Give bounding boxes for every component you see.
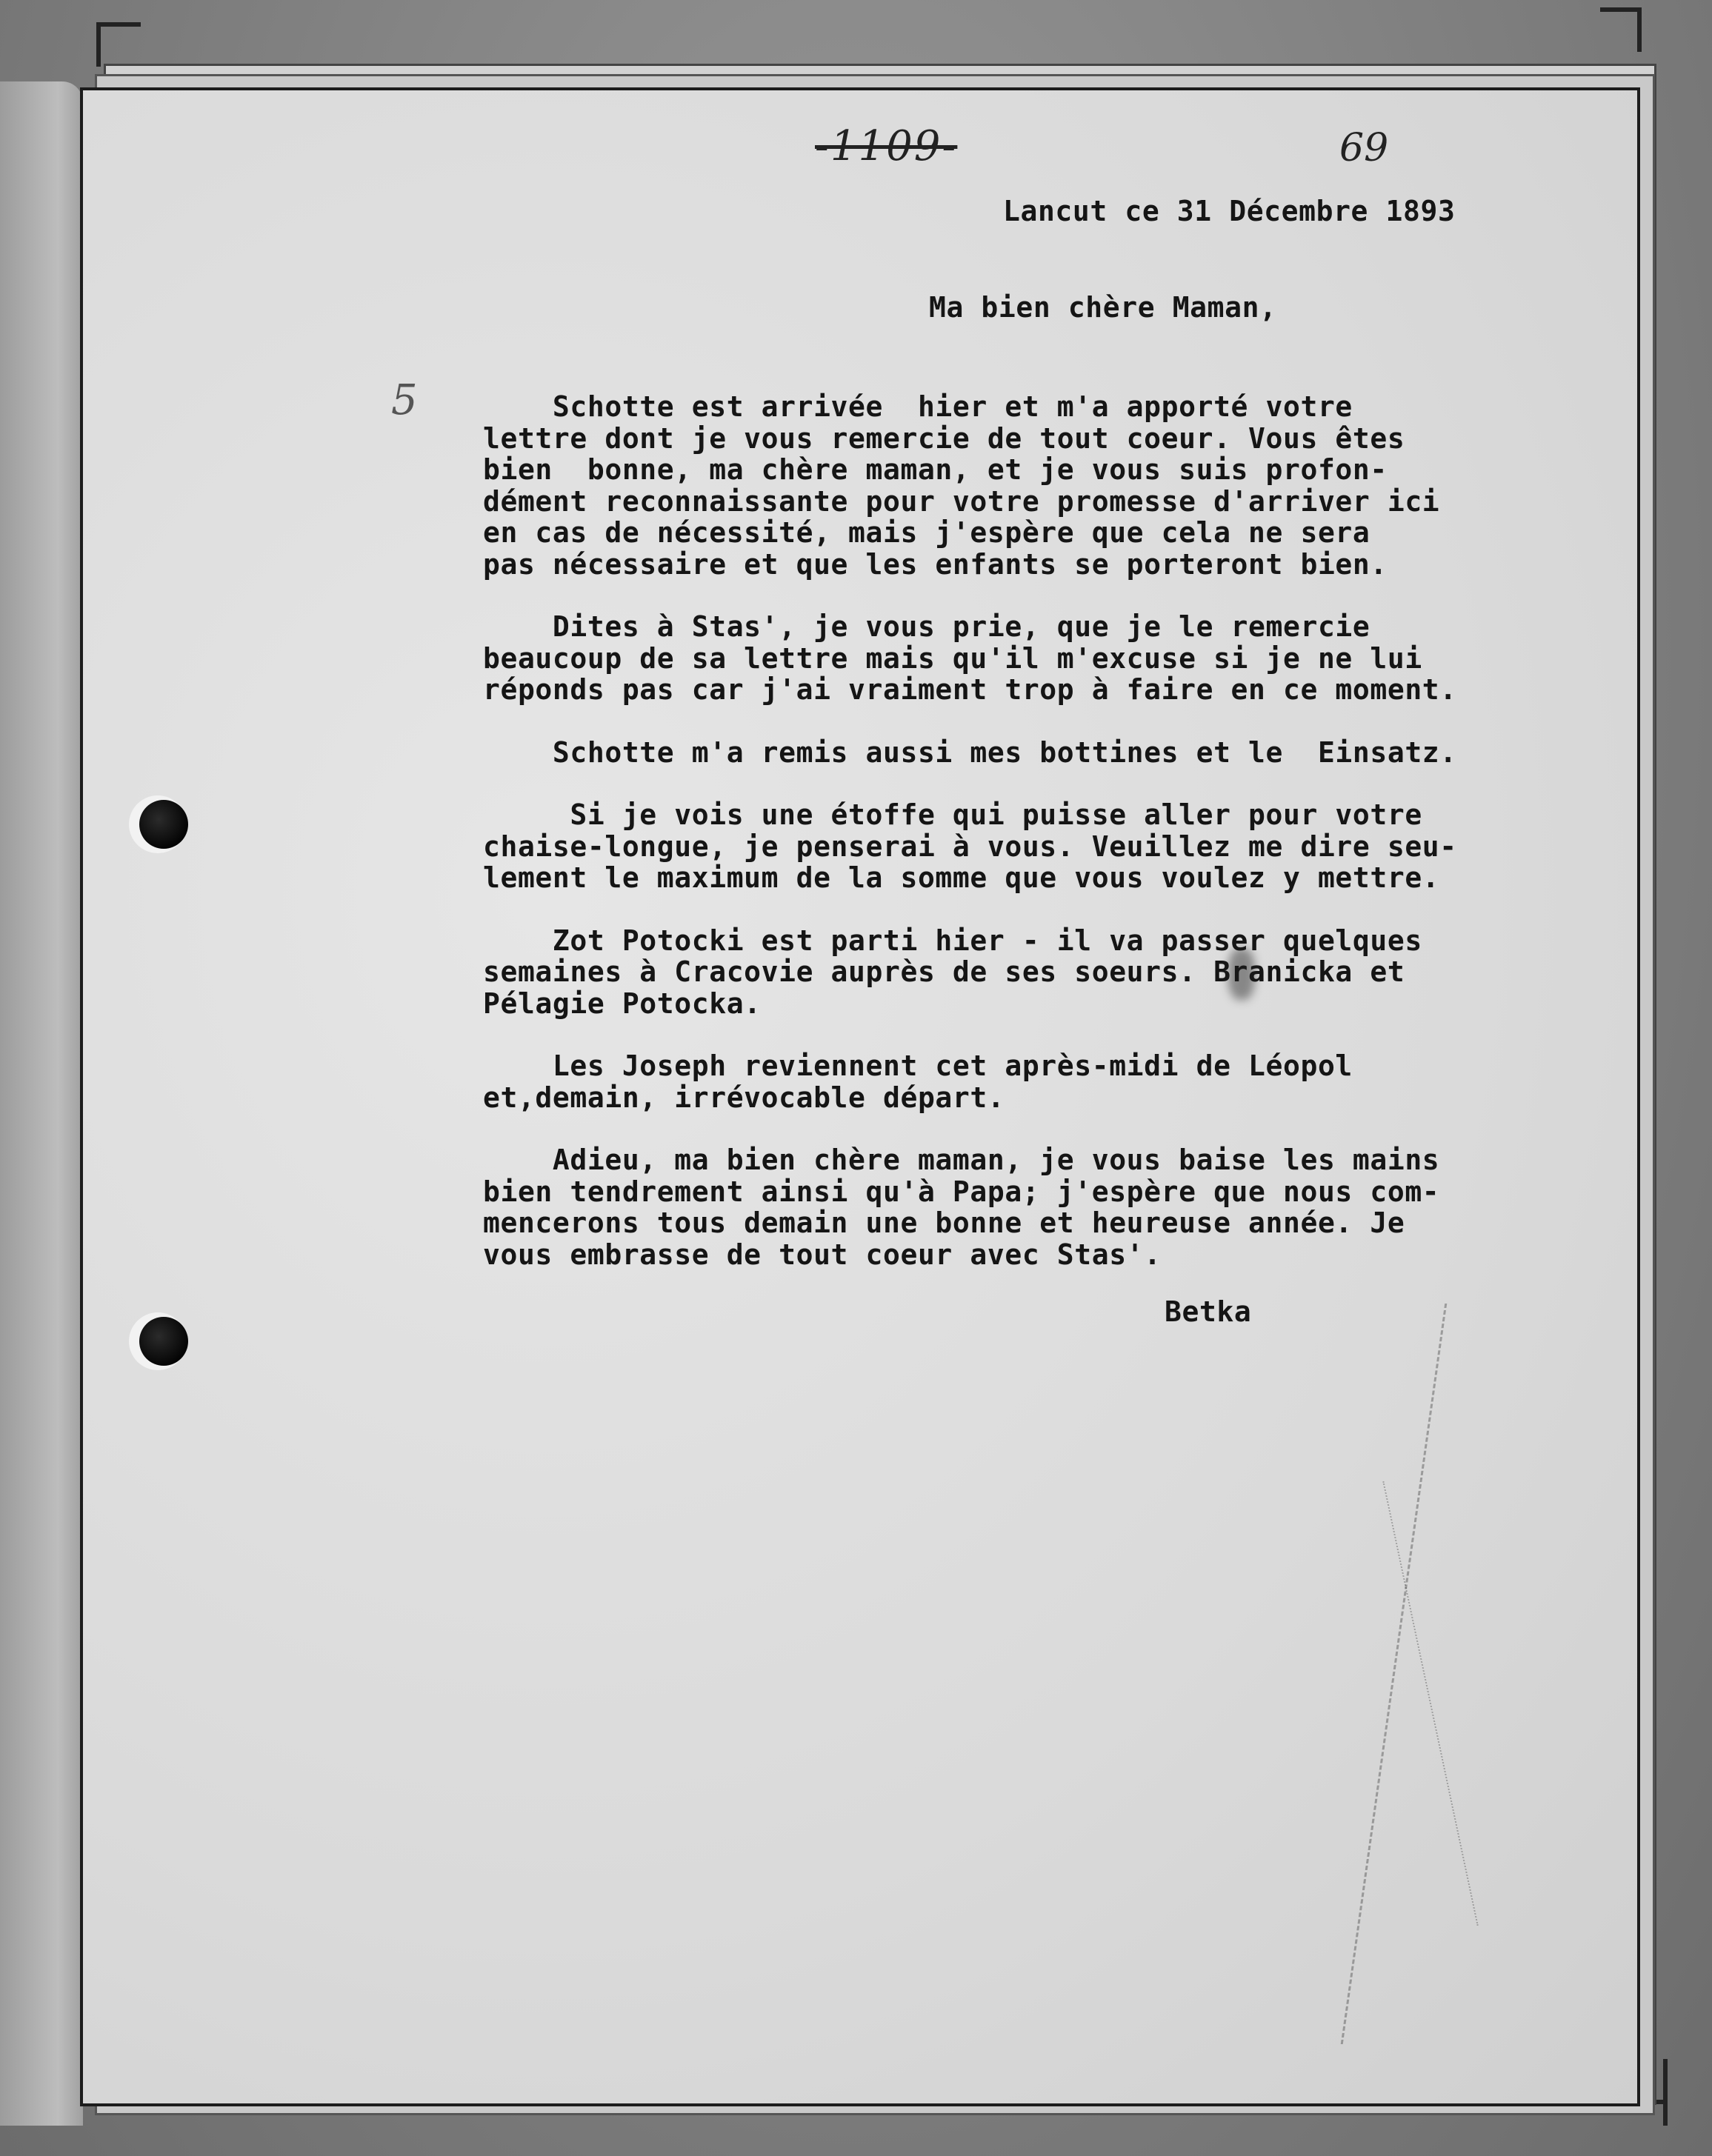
letter-paragraph xyxy=(483,1050,1550,1113)
letter-line: Schotte est arrivée hier et m'a apporté votre xyxy=(483,390,1353,423)
folio-number: 69 xyxy=(1339,126,1389,170)
letter-paragraph xyxy=(483,611,1550,706)
binder-edge xyxy=(0,81,83,2126)
letter-line: Zot Potocki est parti hier - il va passer quelques xyxy=(483,924,1422,957)
crop-mark-top-right xyxy=(1600,7,1642,12)
letter-line: et,demain, irrévocable départ. xyxy=(483,1081,1005,1114)
letter-line: pas nécessaire et que les enfants se porteront bien. xyxy=(483,547,1388,581)
letter-line: chaise-longue, je penserai à vous. Veuillez me dire seu- xyxy=(483,830,1457,863)
letter-line: vous embrasse de tout coeur avec Stas'. xyxy=(483,1238,1162,1271)
letter-paragraph xyxy=(483,737,1550,769)
letter-date: Lancut ce 31 Décembre 1893 xyxy=(1003,195,1456,227)
letter-line: mencerons tous demain une bonne et heureuse année. Je xyxy=(483,1207,1405,1239)
letter-line: réponds pas car j'ai vraiment trop à faire en ce moment. xyxy=(483,673,1457,706)
letter-line: semaines à Cracovie auprès de ses soeurs. Branicka et xyxy=(483,955,1405,988)
letter-line: bien bonne, ma chère maman, et je vous suis profon- xyxy=(483,453,1388,486)
letter-line: lement le maximum de la somme que vous voulez y mettre. xyxy=(483,861,1440,894)
punch-hole xyxy=(139,800,188,849)
letter-line: Les Joseph reviennent cet après-midi de Léopol xyxy=(483,1049,1353,1082)
letter-line: Schotte m'a remis aussi mes bottines et le Einsatz. xyxy=(483,735,1457,769)
letter-paragraph xyxy=(483,391,1550,580)
letter-signature: Betka xyxy=(1165,1295,1252,1328)
letter-line: Si je vois une étoffe qui puisse aller pour votre xyxy=(483,798,1422,831)
letter-body xyxy=(483,391,1550,1301)
letter-paragraph xyxy=(483,799,1550,894)
crop-mark-top-left xyxy=(96,22,141,27)
letter-line: beaucoup de sa lettre mais qu'il m'excuse si je ne lui xyxy=(483,641,1422,675)
ink-smudge xyxy=(1228,948,1255,1000)
crop-mark-bottom-right xyxy=(1663,2059,1668,2126)
letter-line: en cas de nécessité, mais j'espère que cela ne sera xyxy=(483,516,1370,549)
letter-line: Dites à Stas', je vous prie, que je le remercie xyxy=(483,610,1370,643)
letter-line: Pélagie Potocka. xyxy=(483,987,762,1020)
letter-paragraph xyxy=(483,925,1550,1020)
struck-folio-number: -1109- xyxy=(815,122,958,170)
crop-mark-top-right xyxy=(1637,7,1642,52)
punch-hole xyxy=(139,1317,188,1366)
letter-line: lettre dont je vous remercie de tout coeur. Vous êtes xyxy=(483,421,1405,455)
crop-mark-top-left xyxy=(96,22,101,67)
letter-line: bien tendrement ainsi qu'à Papa; j'espère que nous com- xyxy=(483,1175,1440,1208)
letter-paragraph xyxy=(483,1144,1550,1270)
letter-line: dément reconnaissante pour votre promesse d'arriver ici xyxy=(483,484,1440,518)
letter-line: Adieu, ma bien chère maman, je vous baise les mains xyxy=(483,1144,1440,1176)
margin-annotation: 5 xyxy=(391,376,418,424)
letter-salutation: Ma bien chère Maman, xyxy=(929,291,1277,324)
